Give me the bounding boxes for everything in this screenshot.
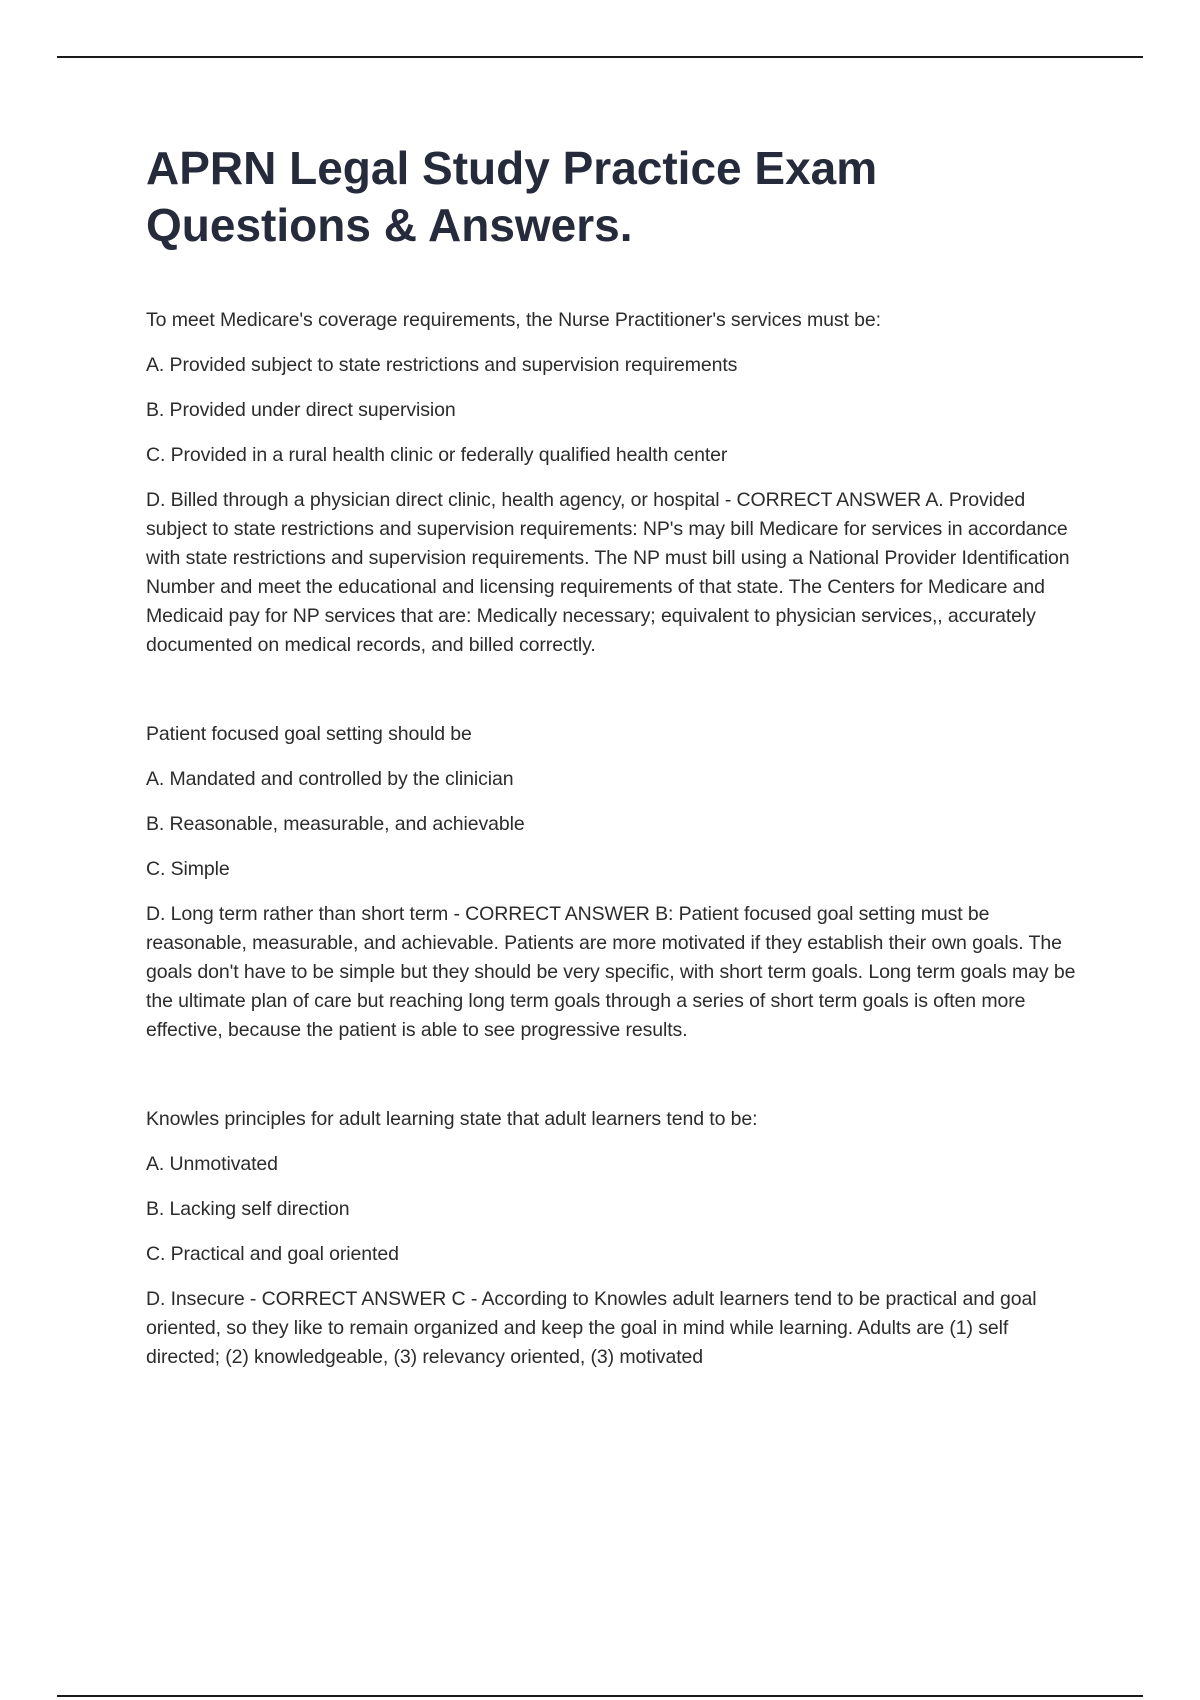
page-title: APRN Legal Study Practice Exam Questions & Answers. [146, 142, 878, 251]
option-d-with-answer: D. Insecure - CORRECT ANSWER C - According to Knowles adult learners tend to be practical and goal oriented, so they like to remain organized and keep the goal in mind while learning. Adults are (1) self directed; (2) knowledgeable, (3) relevancy oriented, (3) motivated [146, 1288, 1037, 1368]
option-d-with-answer: D. Long term rather than short term - CORRECT ANSWER B: Patient focused goal setting must be reasonable, measurable, and achievable. Patients are more motivated if they establish their own goals. The goals don't have to be simple but they should be very specific, with short term goals. Long term goals may be the ultimate plan of care but reaching long term goals through a series of short term goals is often more effective, because the patient is able to see progressive results. [146, 903, 1076, 1041]
document-body [146, 140, 1086, 1432]
question-prompt: To meet Medicare's coverage requirements, the Nurse Practitioner's services must be: [146, 309, 881, 331]
top-divider [57, 56, 1143, 58]
bottom-divider [57, 1695, 1143, 1697]
option-a: A. Mandated and controlled by the clinician [146, 768, 514, 790]
question-1 [146, 306, 1086, 660]
question-prompt: Patient focused goal setting should be [146, 723, 472, 745]
option-b: B. Provided under direct supervision [146, 399, 456, 421]
option-c: C. Practical and goal oriented [146, 1243, 399, 1265]
question-3 [146, 1105, 1086, 1372]
option-a: A. Provided subject to state restrictions and supervision requirements [146, 354, 738, 376]
option-d-with-answer: D. Billed through a physician direct clinic, health agency, or hospital - CORRECT ANSWER A. Provided subject to state restrictions and supervision requirements: NP's may bill Medicare for services in accordance with state restrictions and supervision requirements. The NP must bill using a National Provider Identification Number and meet the educational and licensing requirements of that state. The Centers for Medicare and Medicaid pay for NP services that are: Medically necessary; equivalent to physician services,, accurately documented on medical records, and billed correctly. [146, 489, 1070, 656]
option-b: B. Lacking self direction [146, 1198, 350, 1220]
question-prompt: Knowles principles for adult learning state that adult learners tend to be: [146, 1108, 758, 1130]
option-b: B. Reasonable, measurable, and achievable [146, 813, 525, 835]
option-c: C. Provided in a rural health clinic or federally qualified health center [146, 444, 728, 466]
question-2 [146, 720, 1086, 1045]
option-c: C. Simple [146, 858, 230, 880]
option-a: A. Unmotivated [146, 1153, 278, 1175]
